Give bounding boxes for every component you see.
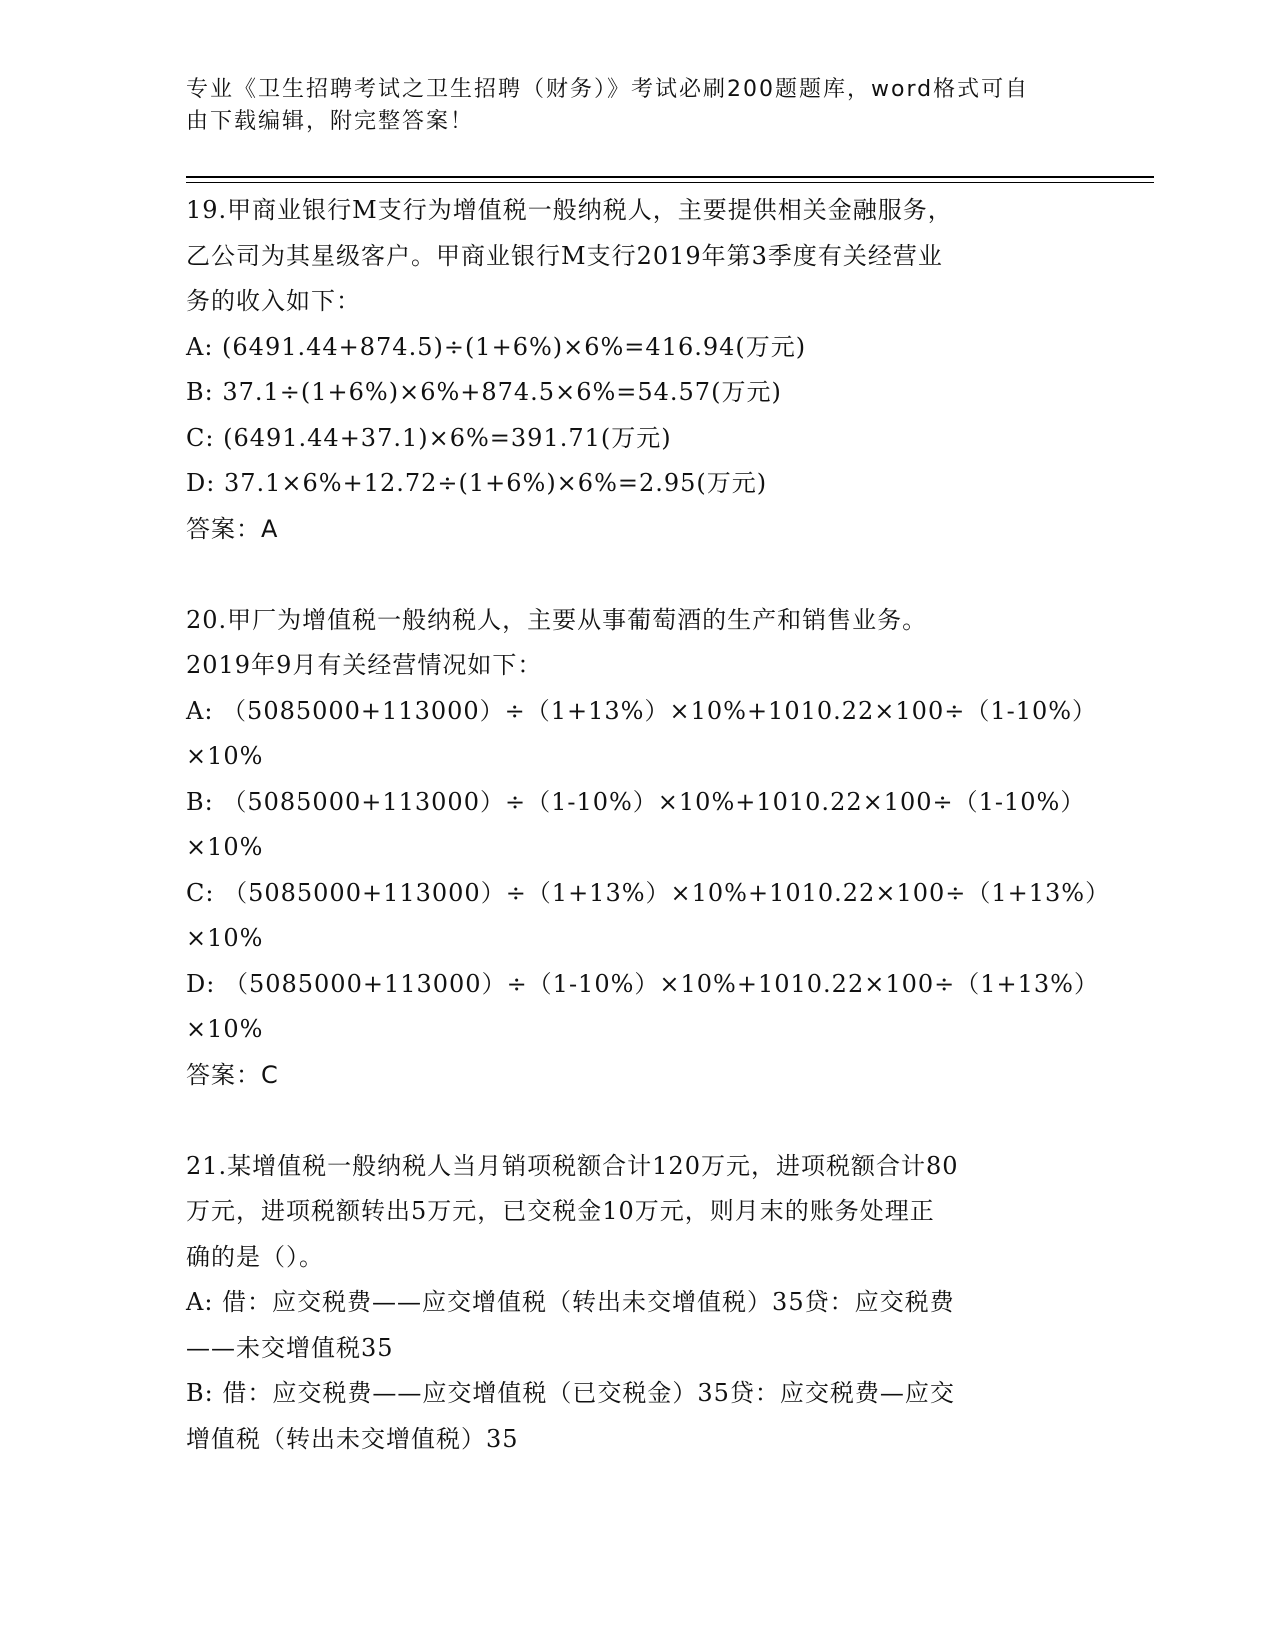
question-list [186, 188, 1111, 1462]
question-20 [186, 598, 1111, 1099]
option-c: C: （5085000+113000）÷（1+13%）×10%+1010.22×100÷（1+13%） [186, 878, 1111, 907]
header-line-2: 由下载编辑，附完整答案！ [186, 109, 475, 134]
spacer [186, 552, 1086, 598]
option-c: C: (6491.44+37.1)×6%=391.71(万元) [186, 423, 672, 452]
option-b: B: （5085000+113000）÷（1-10%）×10%+1010.22×100÷（1-10%） [186, 787, 1086, 816]
option-a-continued: ——未交增值税35 [186, 1333, 394, 1362]
option-a: A: （5085000+113000）÷（1+13%）×10%+1010.22×100÷（1-10%） [186, 696, 1098, 725]
spacer [186, 1098, 1086, 1144]
option-a-continued: ×10% [186, 742, 264, 770]
option-c-continued: ×10% [186, 924, 264, 952]
option-d: D: （5085000+113000）÷（1-10%）×10%+1010.22×100÷（1+13%） [186, 969, 1099, 998]
option-a: A: 借：应交税费——应交增值税（转出未交增值税）35贷：应交税费 [186, 1288, 955, 1316]
answer-label: 答案：C [186, 1060, 279, 1089]
option-a: A: (6491.44+874.5)÷(1+6%)×6%=416.94(万元) [186, 332, 807, 361]
question-stem-line: 21.某增值税一般纳税人当月销项税额合计120万元，进项税额合计80 [186, 1151, 959, 1180]
header-divider-thick [186, 176, 1154, 178]
option-b-continued: 增值税（转出未交增值税）35 [186, 1424, 519, 1453]
answer-label: 答案：A [186, 514, 279, 543]
question-stem-line: 2019年9月有关经营情况如下： [186, 651, 543, 679]
question-stem-line: 19.甲商业银行M支行为增值税一般纳税人，主要提供相关金融服务， [186, 196, 953, 224]
header-divider-thin [186, 182, 1154, 183]
question-19 [186, 188, 1086, 552]
option-b-continued: ×10% [186, 833, 264, 861]
question-stem-line: 20.甲厂为增值税一般纳税人，主要从事葡萄酒的生产和销售业务。 [186, 605, 928, 634]
header-line-1: 专业《卫生招聘考试之卫生招聘（财务）》考试必刷200题题库，word格式可自 [186, 77, 1030, 102]
document-header [186, 74, 1066, 138]
question-21 [186, 1144, 1086, 1463]
question-stem-line: 乙公司为其星级客户。甲商业银行M支行2019年第3季度有关经营业 [186, 241, 943, 270]
option-b: B: 借：应交税费——应交增值税（已交税金）35贷：应交税费—应交 [186, 1379, 955, 1407]
option-d: D: 37.1×6%+12.72÷(1+6%)×6%=2.95(万元) [186, 469, 768, 497]
question-stem-line: 务的收入如下： [186, 287, 361, 315]
question-stem-line: 万元，进项税额转出5万元，已交税金10万元，则月末的账务处理正 [186, 1197, 935, 1225]
option-b: B: 37.1÷(1+6%)×6%+874.5×6%=54.57(万元) [186, 378, 782, 406]
option-d-continued: ×10% [186, 1015, 264, 1043]
question-stem-line: 确的是（）。 [186, 1242, 324, 1271]
